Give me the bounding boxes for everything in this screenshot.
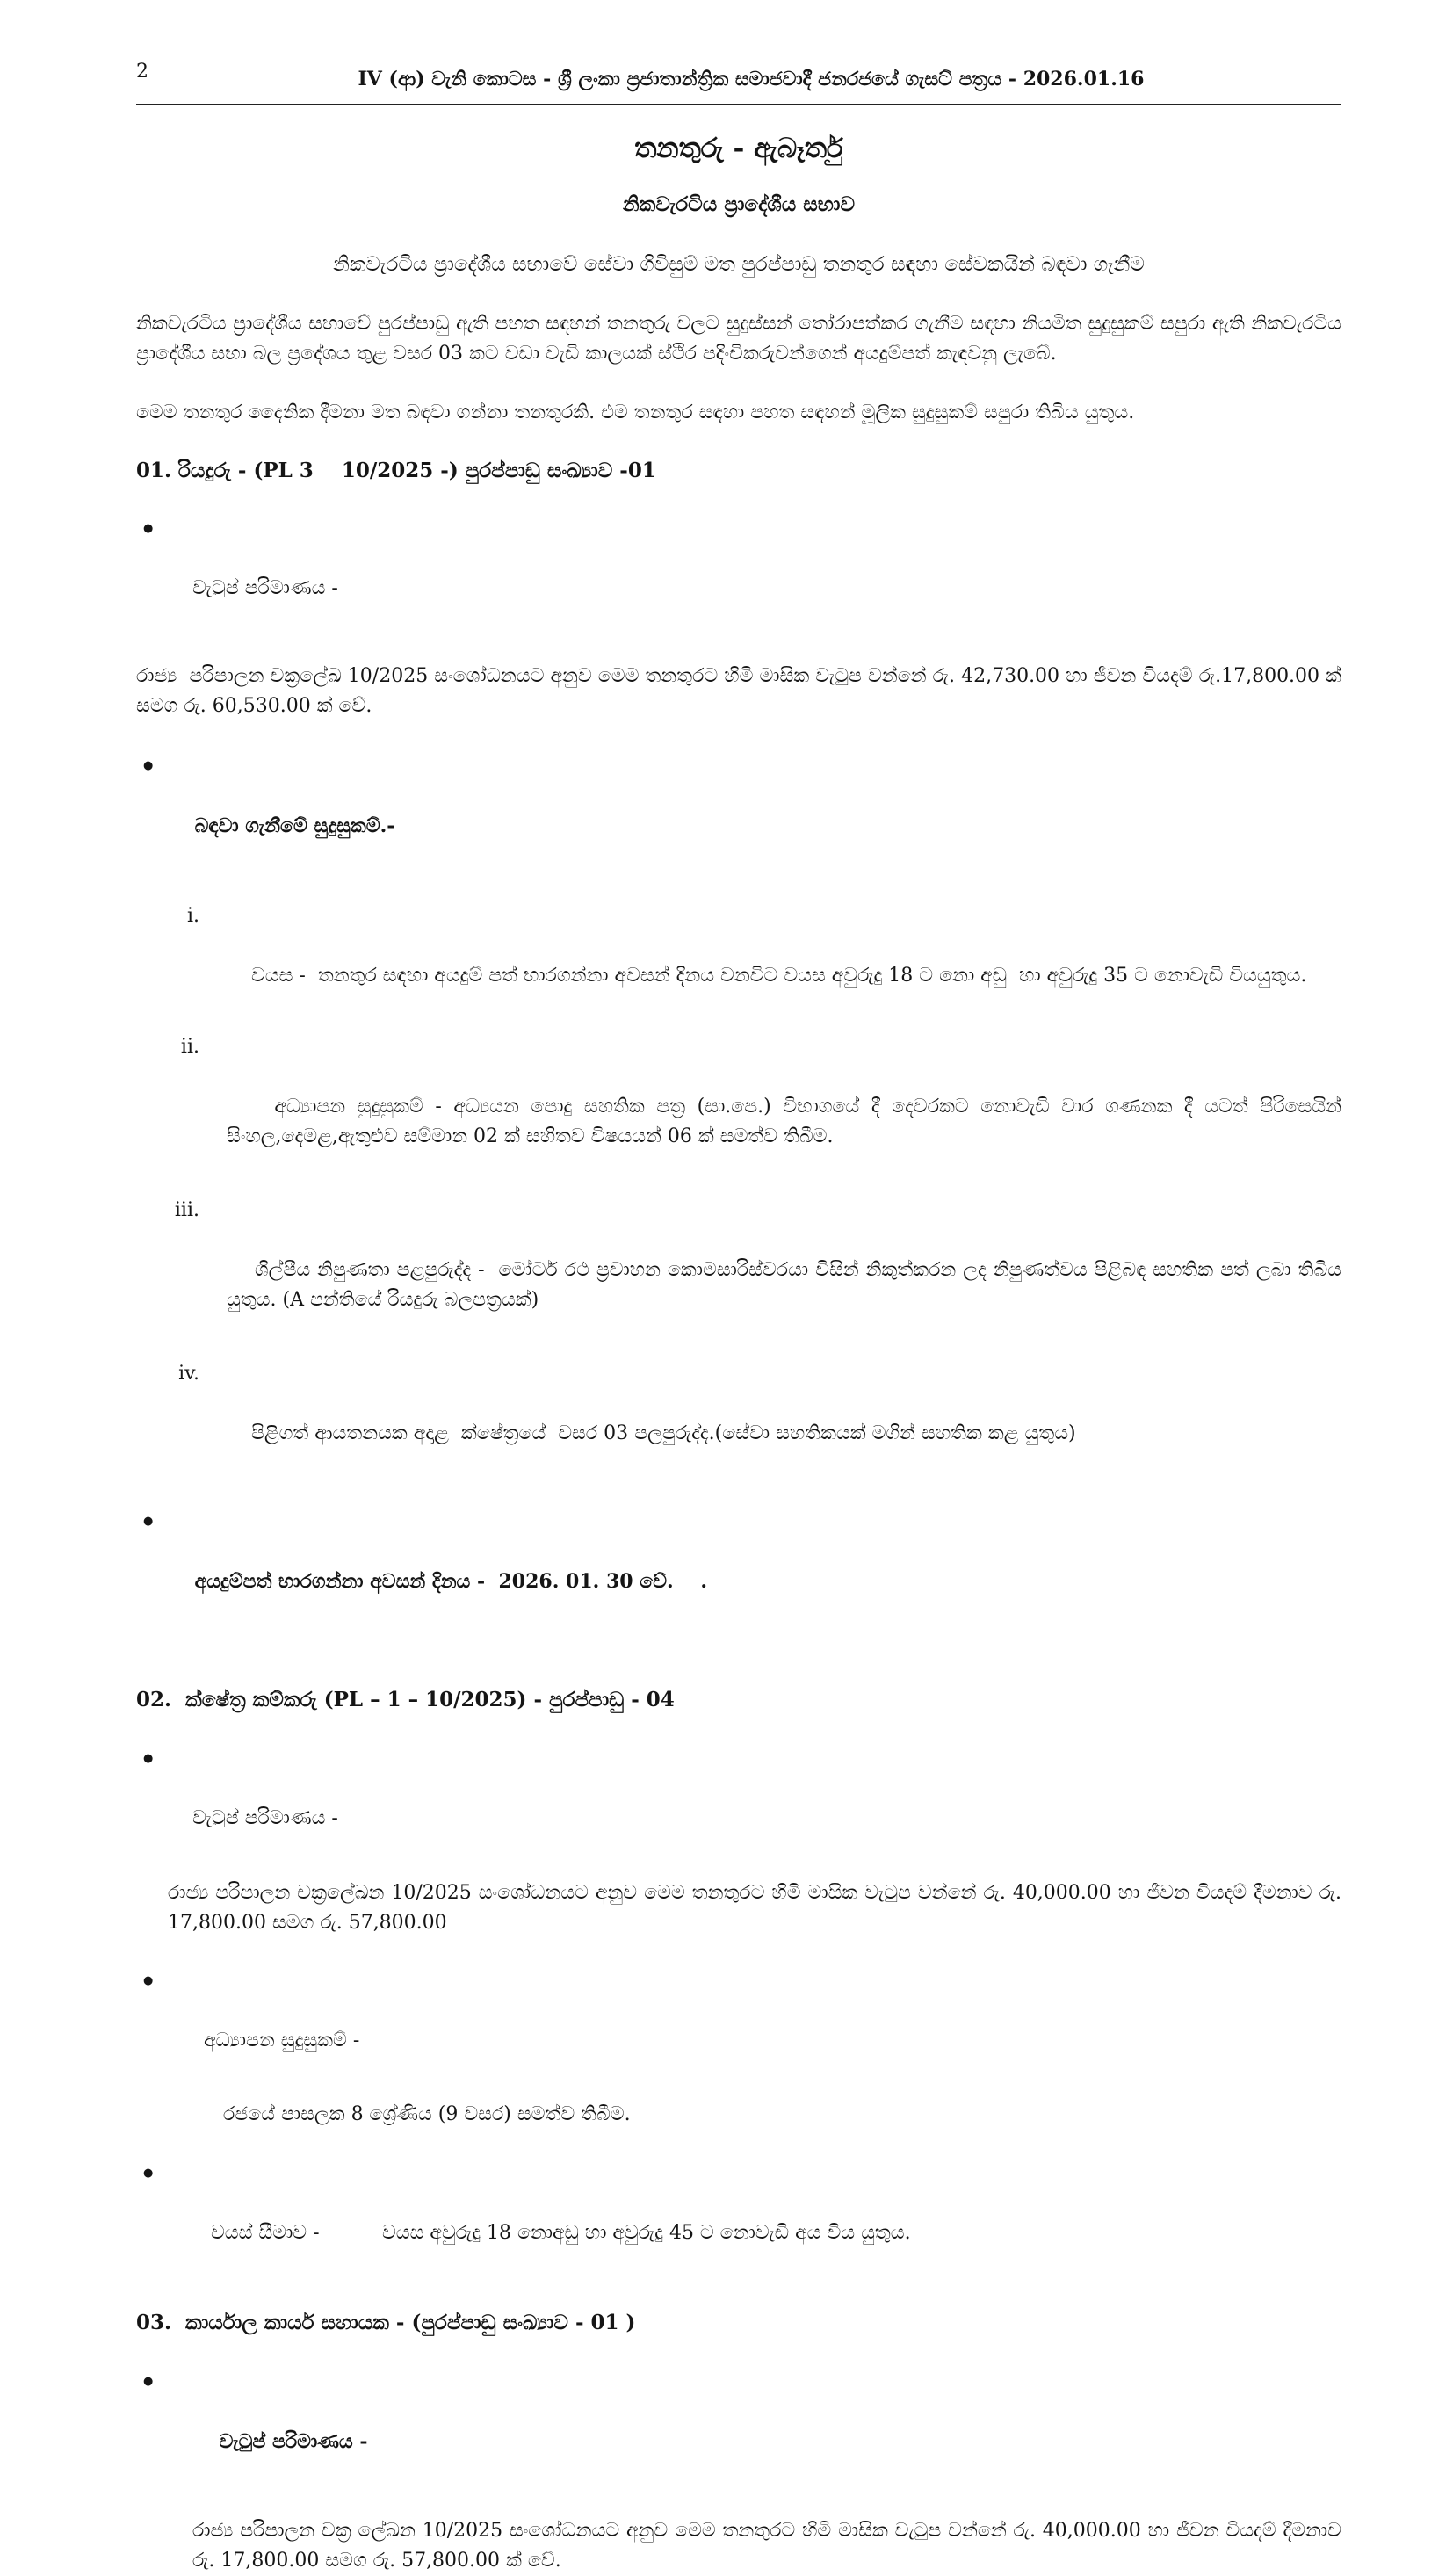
education-paragraph: රජයේ පාසලක 8 ශ්‍රේණිය (9 වසර) සමත්ව තිබීම. — [223, 2103, 631, 2125]
salary-paragraph: රාජ්‍ය පරිපාලන චක්‍රලේඛන 10/2025 සංශෝධනයට අනුව මෙම තනතුරට හිමි මාසික වැටුප වන්නේ රු. 40,000.00 හා ජීවන වියදම් දීමනාව රු. 17,800.00 සමග රු. 57,800.00 — [168, 1882, 1348, 1934]
list-item — [136, 1032, 1348, 1182]
list-number: iv. — [178, 1363, 199, 1385]
bullet-salary — [136, 2367, 1341, 2486]
list-item — [136, 1196, 1348, 1345]
notice-heading: නිකවැරටිය ප්‍රාදේශීය සභාවේ සේවා ගිවිසුම් මත පුරප්පාඩු තනතුර සඳහා සේවකයින් බඳවා ගැනීම — [333, 253, 1145, 276]
bullet-salary — [136, 1744, 1341, 1863]
intro-paragraph: නිකවැරටිය ප්‍රාදේශීය සභාවේ පුරප්පාඩු ඇති පහත සඳහන් තනතුරු වලට සුදුස්සන් තෝරාපත්කර ගැනීම සඳහා නියමිත සුදුසුකම් සපුරා ඇති නිකවැරටිය ප්‍රාදේශීය සභා බල ප්‍රදේශය තුළ වසර 03 කට වඩා වැඩි කාලයක් ස්ථිර පදිංචිකරුවන්ගෙන් අයදුම්පත් කැඳවනු ලැබේ. — [136, 313, 1348, 365]
list-number: i. — [186, 905, 199, 927]
institution-name: නිකවැරටිය ප්‍රාදේශීය සභාව — [622, 192, 856, 216]
bullet-deadline — [136, 1507, 1341, 1626]
section-heading-field-labourer: 02. ක්ෂේත්‍ර කම්කරු (PL – 1 – 10/2025) - පුරප්පාඩු - 04 — [136, 1688, 675, 1711]
bullet-icon — [143, 2159, 153, 2189]
section-heading-office-assistant: 03. කාර්යාල කාර්ය සහායක - (පුරප්පාඩු සංඛ්‍යාව - 01 ) — [136, 2311, 636, 2334]
bullet-icon — [143, 1507, 153, 1537]
bullet-label: බඳවා ගැනීමේ සුදුසුකම්.- — [194, 814, 395, 837]
salary-paragraph: රාජ්‍ය පරිපාලන චක්‍රලේඛ 10/2025 සංශෝධනයට අනුව මෙම තනතුරට හිමි මාසික වැටුප වන්නේ රු. 42,730.00 හා ජීවන වියදම් රු.17,800.00 ක් සමග රු. 60,530.00 ක් වේ. — [136, 665, 1348, 717]
page-number: 2 — [136, 61, 148, 83]
bullet-icon — [143, 1966, 153, 1996]
list-number: ii. — [180, 1036, 199, 1058]
list-text: අධ්‍යාපන සුදුසුකම් - අධ්‍යයන පොදු සහතික පත්‍ර (සා.පෙ.) විභාගයේ දී දෙවරකට නොවැඩි වාර ගණනක දී යටත් පිරිසෙයින් සිංහල,දෙමළ,ඇතුළුව සම්මාන 02 ක් සහිතව විෂයයන් 06 ක් සමත්ව තිබීම. — [227, 1096, 1348, 1147]
list-text: පිළිගත් ආයතනයක අදාළ ක්ෂේත්‍රයේ වසර 03 පලපුරුද්ද.(සේවා සහතිකයක් මගින් සහතික කළ යුතුය) — [250, 1422, 1076, 1444]
list-text: ශිල්පීය නිපුණතා පළපුරුද්ද - මෝටර් රථ ප්‍රවාහන කොමසාරිස්වරයා විසින් නිකුත්කරන ලද නිපුණත්වය පිළිබඳ සහතික පත් ලබා තිබිය යුතුය. (A පන්තියේ රියදුරු බලපත්‍රයක්) — [227, 1259, 1348, 1311]
list-number: iii. — [174, 1199, 199, 1221]
bullet-label: වැටුප් පරිමාණය - — [192, 577, 338, 599]
bullet-icon — [143, 514, 153, 544]
bullet-icon — [143, 751, 153, 781]
age-label: වයස් සීමාව - — [210, 2222, 320, 2244]
section-heading-driver: 01. රියදුරු - (PL 3 10/2025 -) පුරප්පාඩු සංඛ්‍යාව -01 — [136, 459, 656, 482]
bullet-label: අධ්‍යාපන සුදුසුකම් - — [203, 2030, 360, 2051]
list-item — [136, 901, 1341, 1021]
intro-paragraph: මෙම තනතුර දෛනික දීමනා මත බඳවා ගන්නා තනතුරකි. එම තනතුර සඳහා පහත සඳහන් මූලික සුදුසුකම් සපුරා තිබිය යුතුය. — [136, 402, 1135, 423]
bullet-education — [136, 1966, 1341, 2086]
list-text: වයස - තනතුර සඳහා අයදුම් පත් භාරගන්නා අවසන් දිනය වනවිට වයස අවුරුදු 18 ට නො අඩු හා අවුරුදු 35 ට නොවැඩි වියයුතුය. — [250, 965, 1307, 987]
bullet-qualifications — [136, 751, 1341, 871]
age-text: වයස අවුරුදු 18 නොඅඩු හා අවුරුදු 45 ට නොවැඩි අය විය යුතුය. — [381, 2222, 911, 2244]
deadline-text: අයදුම්පත් භාරගන්නා අවසන් දිනය - 2026. 01. 30 වේ. . — [194, 1570, 707, 1593]
bullet-label: වැටුප් පරිමාණය - — [192, 1807, 338, 1829]
gazette-header-title: IV (ආ) වැනි කොටස - ශ්‍රී ලංකා ප්‍රජාතාන්ත්‍රික සමාජවාදී ජනරජයේ ගැසට් පත්‍රය - 2026.01.16 — [358, 68, 1145, 90]
bullet-label: වැටුප් පරිමාණය - — [219, 2430, 368, 2453]
salary-paragraph: රාජ්‍ය පරිපාලන චක්‍ර ලේඛන 10/2025 සංශෝධනයට අනුව මෙම තනතුරට හිමි මාසික වැටුප වන්නේ රු. 40,000.00 හා ජීවන වියදම් දීමනාව රු. 17,800.00 සමග රු. 57,800.00 ක් වේ. — [192, 2520, 1348, 2572]
bullet-icon — [143, 1744, 153, 1774]
bullet-age-limit — [136, 2159, 1341, 2278]
bullet-salary — [136, 514, 1341, 633]
bullet-icon — [143, 2367, 153, 2397]
list-item — [136, 1359, 1341, 1479]
page-header — [136, 62, 1341, 105]
notice-title: තනතුරු - ඇබෑර්තු — [634, 133, 843, 164]
